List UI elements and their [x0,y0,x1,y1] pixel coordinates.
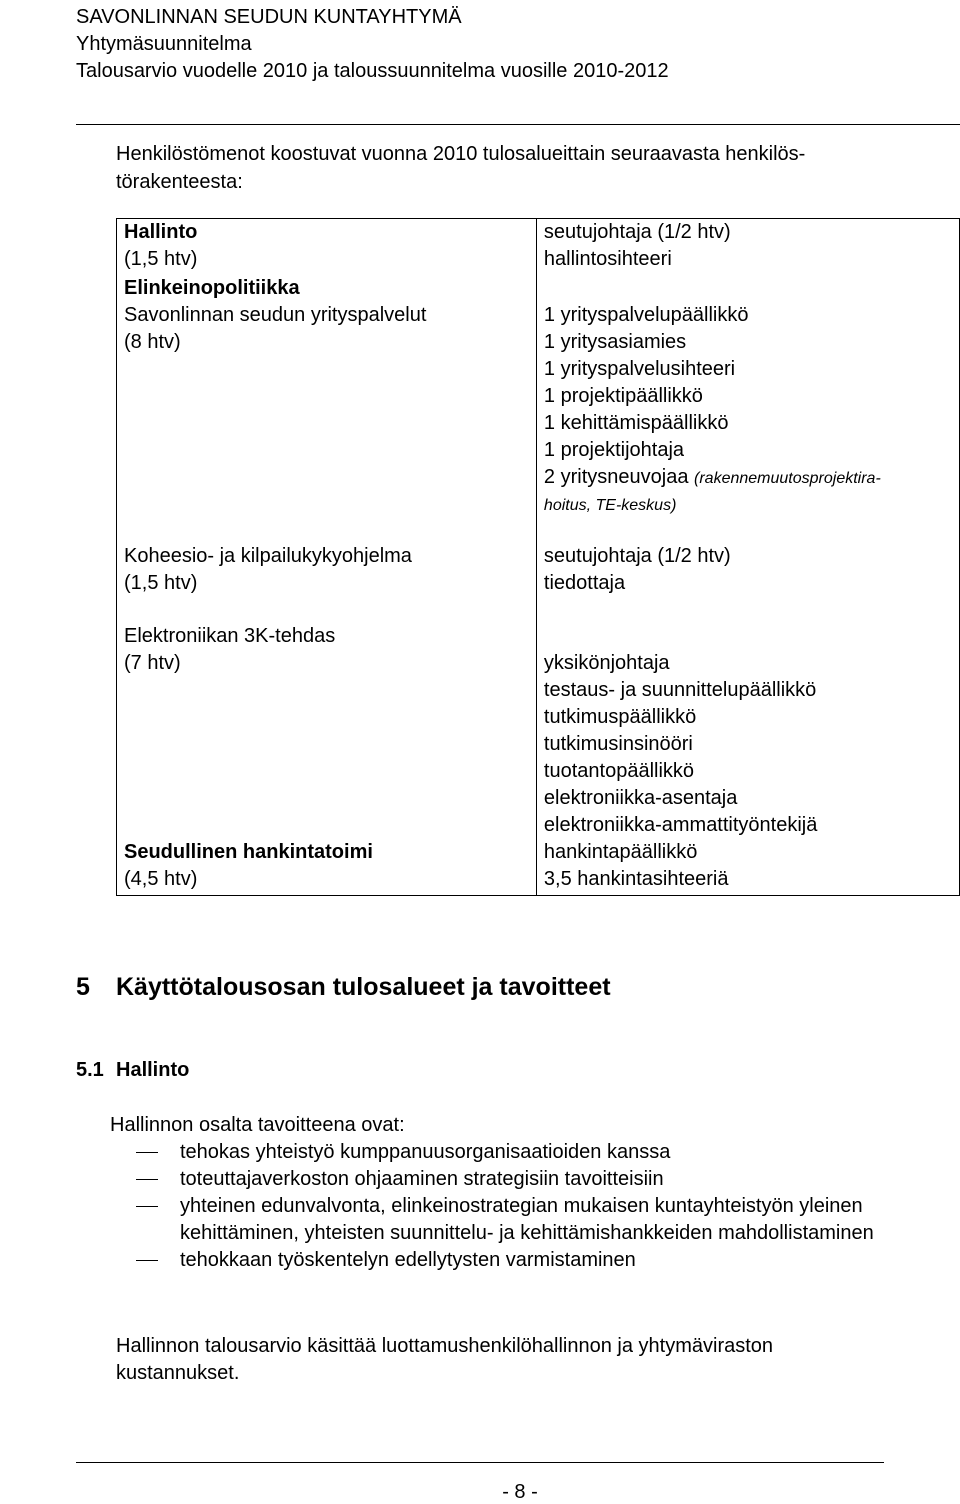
subsection-heading [76,1056,189,1084]
list-item [110,1166,910,1193]
table-row [117,219,960,276]
staff-item: tutkimusinsinööri [543,733,693,755]
table-row [117,839,960,896]
staff-item: tuotantopäällikkö [543,760,695,782]
header-org-name: SAVONLINNAN SEUDUN KUNTAYHTYMÄ [76,6,462,28]
unit-title: Elektroniikan 3K-tehdas [124,625,336,647]
page-number: - 8 - [502,1481,538,1503]
unit-title: Koheesio- ja kilpailukykyohjelma [124,545,412,567]
staff-item: testaus- ja suunnittelupäällikkö [543,679,817,701]
dash-bullet [136,1179,158,1180]
list-item [110,1139,910,1166]
unit-htv: (7 htv) [124,652,181,674]
staff-cell-hallinto [536,219,959,276]
unit-title: Elinkeinopolitiikka [124,277,300,299]
closing-line: kustannukset. [116,1362,240,1384]
goal-text: yhteinen edunvalvonta, elinkeinostrategian mukaisen kuntayhteistyön yleinen kehittäminen, yhteisten suunnittelu- ja kehittämishankkeiden mahdollistaminen [180,1195,874,1244]
staff-item: 1 kehittämispäällikkö [543,412,729,434]
staff-item: 1 projektipäällikkö [543,385,703,407]
closing-paragraph [116,1333,916,1387]
staff-item: seutujohtaja (1/2 htv) [543,221,731,243]
header-doc-subtitle: Talousarvio vuodelle 2010 ja taloussuunnitelma vuosille 2010-2012 [76,60,669,82]
goals-intro: Hallinnon osalta tavoitteena ovat: [110,1114,405,1136]
staff-item: hallintosihteeri [543,248,672,270]
advisors-note: (rakennemuutosprojektira- [694,470,881,487]
staff-cell-hankinta [536,839,959,896]
list-item [110,1193,910,1247]
staff-cell-elinkeino [536,275,959,543]
unit-cell-hallinto [117,219,537,276]
header-rule [76,124,960,125]
staff-item: tiedottaja [543,572,626,594]
unit-title: Hallinto [124,221,198,243]
staff-item: 1 yritysasiamies [543,331,687,353]
unit-htv: (4,5 htv) [124,868,198,890]
staff-item: seutujohtaja (1/2 htv) [543,545,731,567]
goal-text: tehokas yhteistyö kumppanuusorganisaatioiden kanssa [180,1141,671,1163]
goals-list [110,1139,910,1274]
unit-subtitle: Savonlinnan seudun yrityspalvelut [124,304,427,326]
intro-line: Henkilöstömenot koostuvat vuonna 2010 tulosalueittain seuraavasta henkilös- [116,143,806,165]
staff-item: 1 projektijohtaja [543,439,685,461]
dash-bullet [136,1206,158,1207]
unit-htv: (8 htv) [124,331,181,353]
staff-item: elektroniikka-asentaja [543,787,738,809]
staff-item [544,464,959,492]
staff-item: yksikönjohtaja [543,652,670,674]
section-number: 5 [76,973,90,1001]
staff-item: elektroniikka-ammattityöntekijä [543,814,818,836]
list-item [110,1247,910,1274]
footer-rule [76,1462,884,1463]
unit-cell-elinkeino [117,275,537,543]
table-row [117,275,960,543]
advisors-note: hoitus, TE-keskus) [543,497,677,514]
closing-line: Hallinnon talousarvio käsittää luottamushenkilöhallinnon ja yhtymäviraston [116,1335,774,1357]
table-row [117,543,960,623]
unit-cell-koheesio [117,543,537,623]
unit-htv: (1,5 htv) [124,248,198,270]
intro-line: törakenteesta: [116,171,243,193]
unit-title: Seudullinen hankintatoimi [124,841,373,863]
staff-item: 3,5 hankintasihteeriä [543,868,729,890]
advisors-count: 2 yritysneuvojaa [543,466,689,488]
unit-cell-elektroniikka [117,623,537,839]
dash-bullet [136,1260,158,1261]
dash-bullet [136,1152,158,1153]
header-doc-name: Yhtymäsuunnitelma [76,33,252,55]
staff-item: tutkimuspäällikkö [543,706,697,728]
staff-item: 1 yrityspalvelusihteeri [543,358,736,380]
goal-text: tehokkaan työskentelyn edellytysten varmistaminen [180,1249,636,1271]
subsection-title: Hallinto [116,1059,190,1081]
unit-cell-hankinta [117,839,537,896]
staff-structure-table [116,218,960,896]
staff-cell-elektroniikka [536,623,959,839]
intro-paragraph [116,140,936,196]
staff-item: hankintapäällikkö [543,841,698,863]
goal-text: toteuttajaverkoston ohjaaminen strategisiin tavoitteisiin [180,1168,664,1190]
section-title: Käyttötalousosan tulosalueet ja tavoitteet [116,973,611,1001]
table-row [117,623,960,839]
staff-cell-koheesio [536,543,959,623]
section-heading [76,970,611,1004]
subsection-number: 5.1 [76,1059,104,1081]
unit-htv: (1,5 htv) [124,572,198,594]
staff-item: 1 yrityspalvelupäällikkö [543,304,749,326]
